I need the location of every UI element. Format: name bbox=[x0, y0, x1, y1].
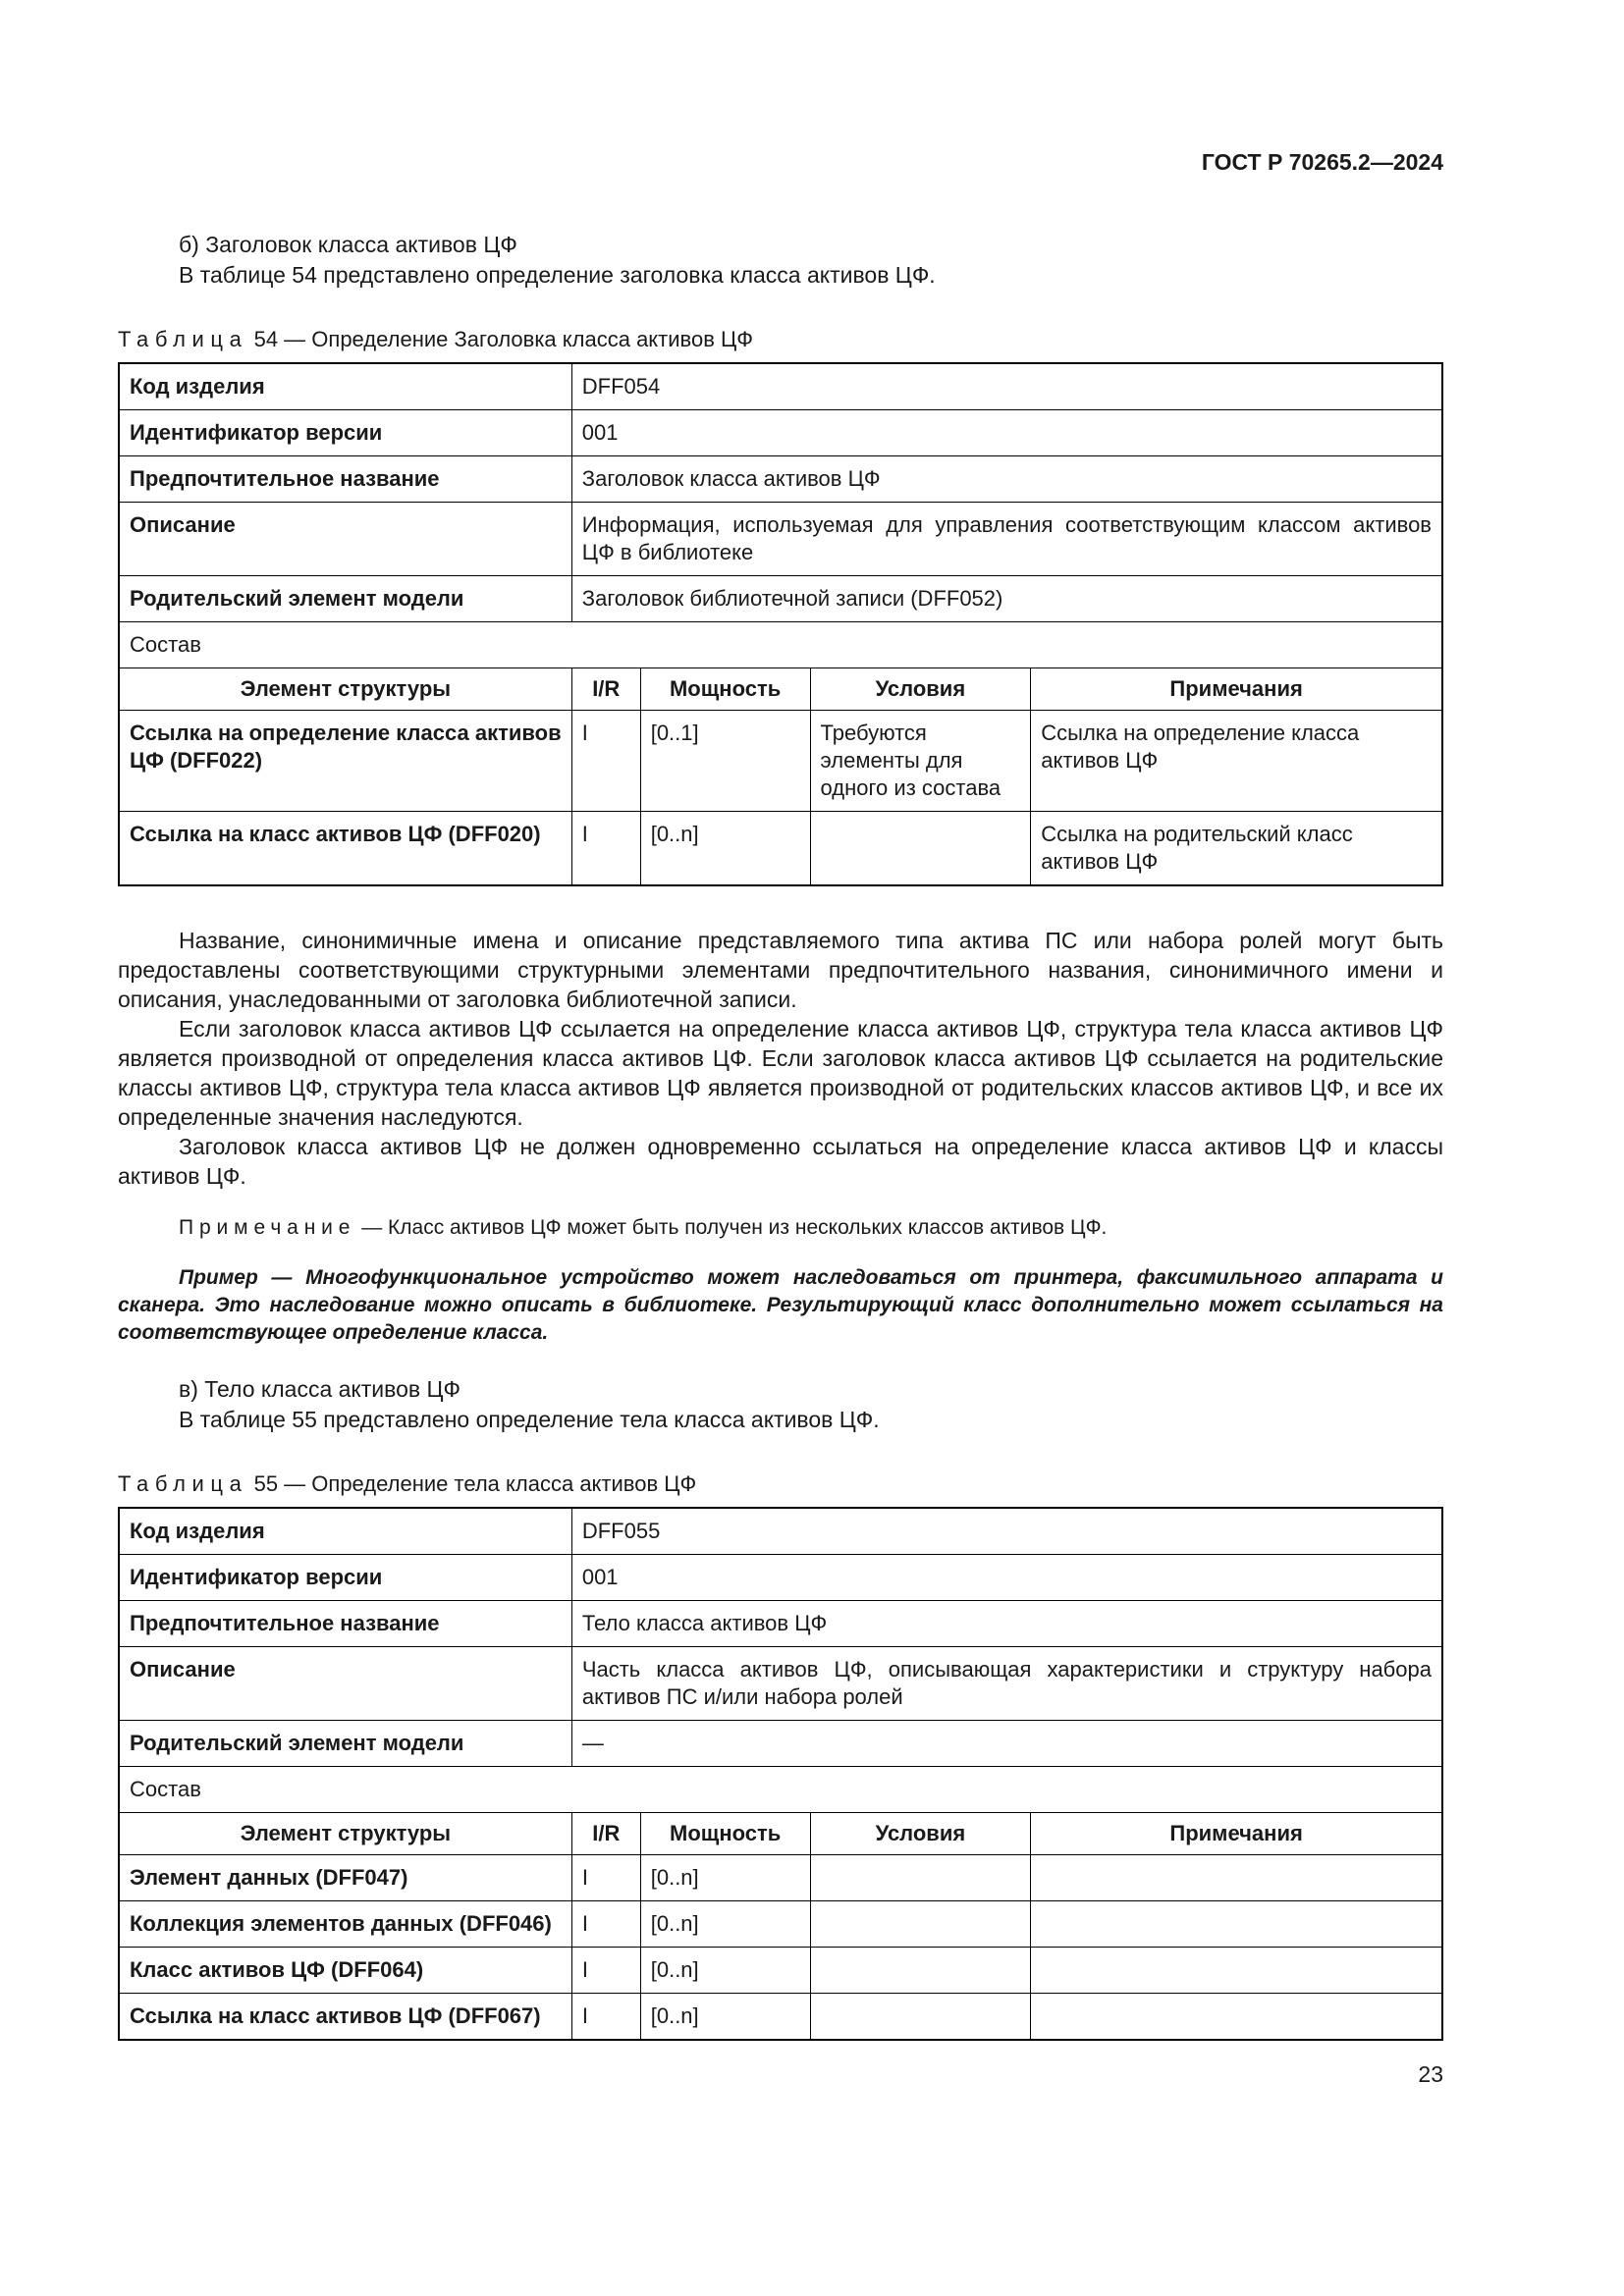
table-55 bbox=[118, 1507, 1443, 2041]
property-label: Предпочтительное название bbox=[119, 1601, 571, 1647]
cardinality-cell: [0..n] bbox=[640, 1994, 810, 2041]
element-cell: Ссылка на класс активов ЦФ (DFF020) bbox=[119, 812, 571, 886]
property-row bbox=[119, 410, 1442, 456]
property-row bbox=[119, 456, 1442, 503]
ir-cell: I bbox=[571, 812, 640, 886]
ir-cell: I bbox=[571, 711, 640, 812]
element-cell: Класс активов ЦФ (DFF064) bbox=[119, 1948, 571, 1994]
element-cell: Ссылка на определение класса активов ЦФ (DFF022) bbox=[119, 711, 571, 812]
note-paragraph bbox=[118, 1214, 1443, 1241]
property-label: Идентификатор версии bbox=[119, 410, 571, 456]
property-label: Описание bbox=[119, 1647, 571, 1721]
table-row bbox=[119, 711, 1442, 812]
page-number: 23 bbox=[1418, 2061, 1443, 2087]
section-b-intro: В таблице 54 представлено определение заголовка класса активов ЦФ. bbox=[179, 262, 936, 288]
section-b-heading: б) Заголовок класса активов ЦФ bbox=[179, 232, 517, 257]
property-label: Предпочтительное название bbox=[119, 456, 571, 503]
table-row bbox=[119, 1901, 1442, 1948]
caption-word: Таблица bbox=[118, 1471, 248, 1496]
column-header: Примечания bbox=[1031, 668, 1442, 711]
cardinality-cell: [0..n] bbox=[640, 1855, 810, 1901]
conditions-cell: Требуются элементы для одного из состава bbox=[810, 711, 1031, 812]
column-header: Элемент структуры bbox=[119, 1813, 571, 1855]
notes-cell bbox=[1031, 1855, 1442, 1901]
table-55-caption bbox=[118, 1470, 1443, 1498]
property-row bbox=[119, 1555, 1442, 1601]
column-header: Примечания bbox=[1031, 1813, 1442, 1855]
property-label: Родительский элемент модели bbox=[119, 1721, 571, 1767]
column-header: I/R bbox=[571, 1813, 640, 1855]
property-label: Описание bbox=[119, 503, 571, 576]
body-paragraph: Название, синонимичные имена и описание представляемого типа актива ПС или набора ролей могут быть предоставлены соответствующими структурными элементами предпочтительного названия, синонимичного имени и описания, унаследованными от заголовка библиотечной записи. bbox=[118, 928, 1443, 1012]
property-label: Код изделия bbox=[119, 1508, 571, 1555]
caption-text: 55 — Определение тела класса активов ЦФ bbox=[253, 1471, 697, 1496]
property-row bbox=[119, 503, 1442, 576]
column-header: Условия bbox=[810, 668, 1031, 711]
property-value: DFF054 bbox=[571, 363, 1442, 410]
ir-cell: I bbox=[571, 1994, 640, 2041]
caption-word: Таблица bbox=[118, 327, 248, 351]
ir-cell: I bbox=[571, 1948, 640, 1994]
table-54-caption bbox=[118, 326, 1443, 353]
notes-cell: Ссылка на родительский класс активов ЦФ bbox=[1031, 812, 1442, 886]
conditions-cell bbox=[810, 1855, 1031, 1901]
column-header: Мощность bbox=[640, 1813, 810, 1855]
notes-cell bbox=[1031, 1994, 1442, 2041]
property-value: 001 bbox=[571, 1555, 1442, 1601]
property-row bbox=[119, 1721, 1442, 1767]
section-v-heading: в) Тело класса активов ЦФ bbox=[179, 1376, 460, 1402]
notes-cell: Ссылка на определение класса активов ЦФ bbox=[1031, 711, 1442, 812]
note-label: Примечание bbox=[179, 1216, 356, 1239]
property-row bbox=[119, 576, 1442, 622]
property-label: Код изделия bbox=[119, 363, 571, 410]
property-value: — bbox=[571, 1721, 1442, 1767]
table-row bbox=[119, 1855, 1442, 1901]
cardinality-cell: [0..n] bbox=[640, 1901, 810, 1948]
cardinality-cell: [0..1] bbox=[640, 711, 810, 812]
property-label: Идентификатор версии bbox=[119, 1555, 571, 1601]
composition-row bbox=[119, 1767, 1442, 1813]
element-cell: Элемент данных (DFF047) bbox=[119, 1855, 571, 1901]
ir-cell: I bbox=[571, 1855, 640, 1901]
section-v-intro: В таблице 55 представлено определение тела класса активов ЦФ. bbox=[179, 1407, 880, 1432]
notes-cell bbox=[1031, 1901, 1442, 1948]
column-header: Условия bbox=[810, 1813, 1031, 1855]
conditions-cell bbox=[810, 1948, 1031, 1994]
property-value: Заголовок класса активов ЦФ bbox=[571, 456, 1442, 503]
cardinality-cell: [0..n] bbox=[640, 1948, 810, 1994]
conditions-cell bbox=[810, 1994, 1031, 2041]
element-cell: Коллекция элементов данных (DFF046) bbox=[119, 1901, 571, 1948]
conditions-cell bbox=[810, 812, 1031, 886]
column-header: Мощность bbox=[640, 668, 810, 711]
table-row bbox=[119, 812, 1442, 886]
property-row bbox=[119, 363, 1442, 410]
column-header: I/R bbox=[571, 668, 640, 711]
property-label: Родительский элемент модели bbox=[119, 576, 571, 622]
example-paragraph: Пример — Многофункциональное устройство может наследоваться от принтера, факсимильного аппарата и сканера. Это наследование можно описать в библиотеке. Результирующий класс дополнительно может ссылаться на соответствующее определение класса. bbox=[118, 1266, 1443, 1344]
element-cell: Ссылка на класс активов ЦФ (DFF067) bbox=[119, 1994, 571, 2041]
running-header: ГОСТ Р 70265.2—2024 bbox=[1201, 149, 1443, 175]
property-value: DFF055 bbox=[571, 1508, 1442, 1555]
composition-row bbox=[119, 622, 1442, 668]
table-54 bbox=[118, 362, 1443, 886]
cardinality-cell: [0..n] bbox=[640, 812, 810, 886]
property-value: 001 bbox=[571, 410, 1442, 456]
header-row bbox=[119, 668, 1442, 711]
property-value: Информация, используемая для управления соответствующим классом активов ЦФ в библиотеке bbox=[571, 503, 1442, 576]
caption-text: 54 — Определение Заголовка класса активов ЦФ bbox=[253, 327, 754, 351]
note-text: — Класс активов ЦФ может быть получен из нескольких классов активов ЦФ. bbox=[361, 1216, 1108, 1239]
property-value: Заголовок библиотечной записи (DFF052) bbox=[571, 576, 1442, 622]
property-row bbox=[119, 1508, 1442, 1555]
header-row bbox=[119, 1813, 1442, 1855]
composition-title: Состав bbox=[119, 622, 1442, 668]
body-paragraph: Заголовок класса активов ЦФ не должен одновременно ссылаться на определение класса активов ЦФ и классы активов ЦФ. bbox=[118, 1134, 1443, 1189]
conditions-cell bbox=[810, 1901, 1031, 1948]
composition-title: Состав bbox=[119, 1767, 1442, 1813]
property-row bbox=[119, 1601, 1442, 1647]
property-row bbox=[119, 1647, 1442, 1721]
ir-cell: I bbox=[571, 1901, 640, 1948]
table-row bbox=[119, 1948, 1442, 1994]
property-value: Тело класса активов ЦФ bbox=[571, 1601, 1442, 1647]
table-row bbox=[119, 1994, 1442, 2041]
notes-cell bbox=[1031, 1948, 1442, 1994]
property-value: Часть класса активов ЦФ, описывающая характеристики и структуру набора активов ПС и/или набора ролей bbox=[571, 1647, 1442, 1721]
column-header: Элемент структуры bbox=[119, 668, 571, 711]
page-content bbox=[118, 0, 1443, 2041]
body-paragraph: Если заголовок класса активов ЦФ ссылается на определение класса активов ЦФ, структура тела класса активов ЦФ является производной от определения класса активов ЦФ. Если заголовок класса активов ЦФ ссылается на родительские классы активов ЦФ, структура тела класса активов ЦФ является производной от родительских классов активов ЦФ, и все их определенные значения наследуются. bbox=[118, 1016, 1443, 1130]
